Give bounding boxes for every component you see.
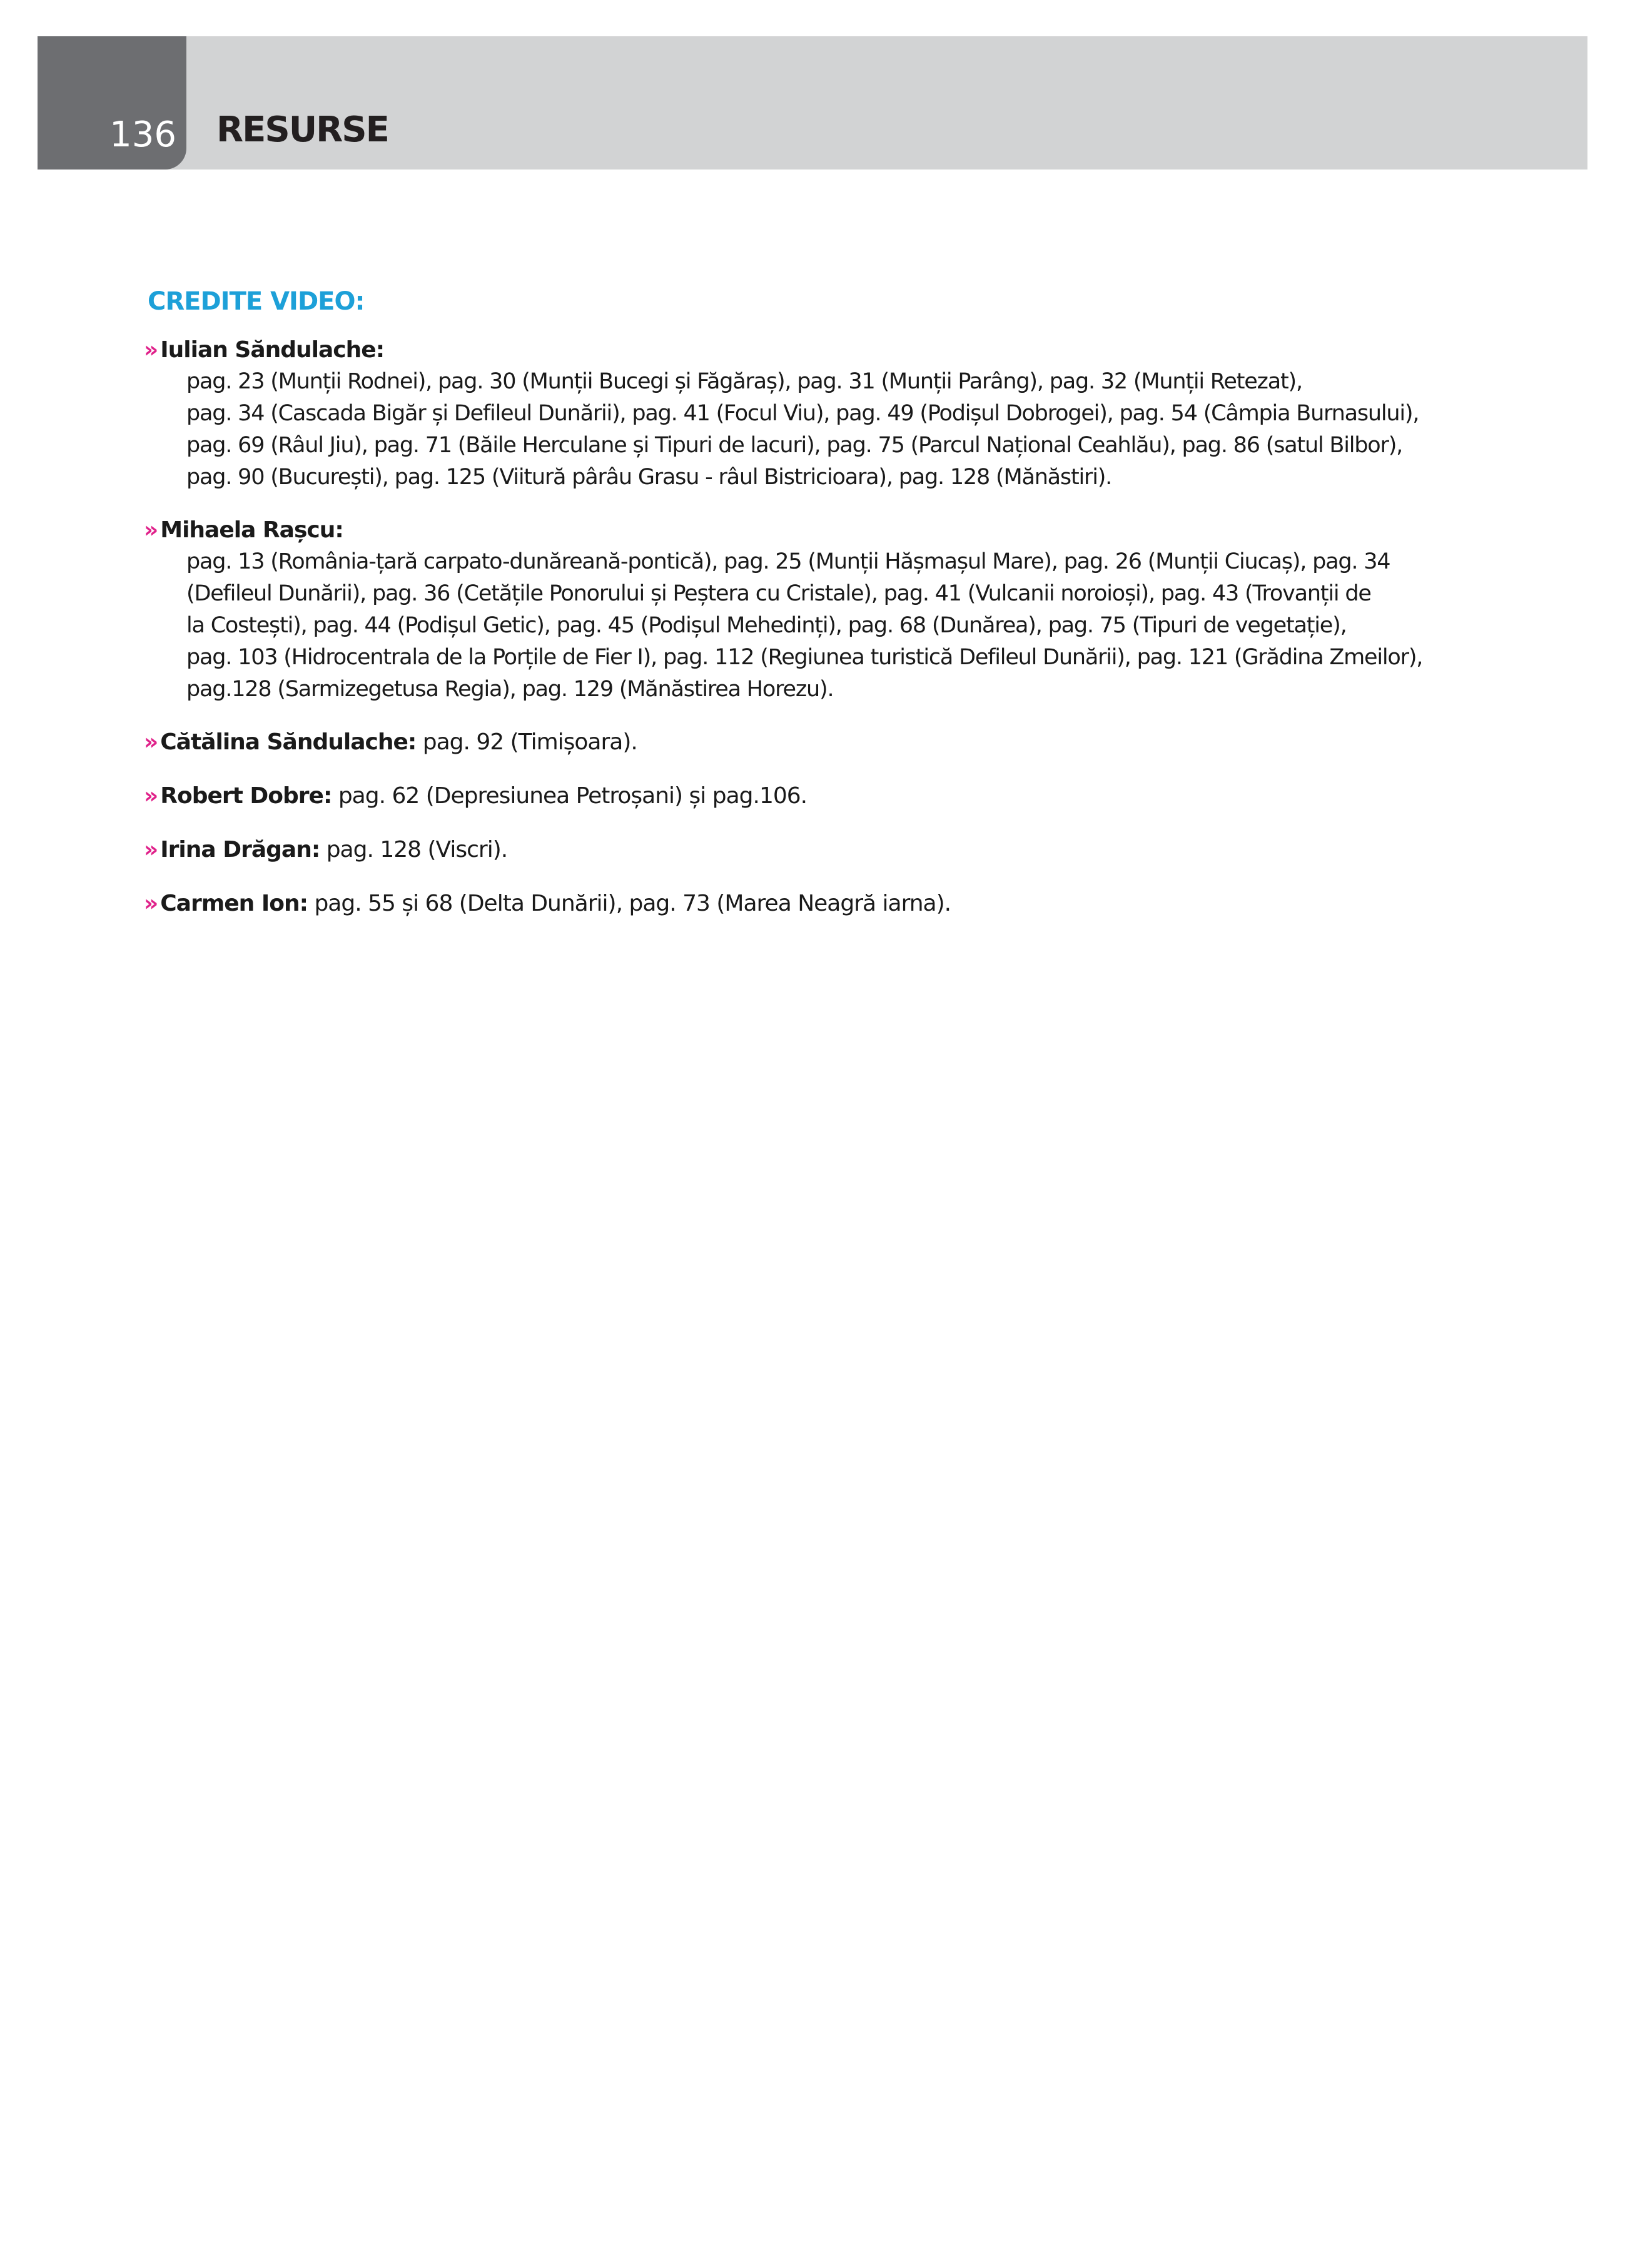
- page-title: RESURSE: [216, 109, 388, 150]
- credit-line: pag. 34 (Cascada Bigăr și Defileul Dunării), pag. 41 (Focul Viu), pag. 49 (Podișul Dobrogei), pag. 54 (Câmpia Burnasului),: [186, 401, 1419, 426]
- credit-text: pag. 128 (Viscri).: [326, 837, 508, 863]
- page-number: 136: [109, 114, 176, 155]
- bullet-icon: »: [144, 337, 158, 363]
- credit-line: pag. 13 (România-țară carpato-dunăreană-pontică), pag. 25 (Munții Hășmașul Mare), pag. 26 (Munții Ciucaș), pag. 34: [186, 549, 1390, 574]
- credit-head: [144, 781, 1476, 812]
- credit-body: [186, 366, 1476, 494]
- credit-line: pag. 90 (București), pag. 125 (Viitură pârâu Grasu - râul Bistricioara), pag. 128 (Mănăstiri).: [186, 465, 1112, 490]
- credit-text: pag. 55 și 68 (Delta Dunării), pag. 73 (Marea Neagră iarna).: [314, 891, 951, 916]
- credit-entry-carmen-ion: [144, 888, 1476, 919]
- bullet-icon: »: [144, 517, 158, 543]
- credit-name: Carmen Ion:: [160, 891, 308, 916]
- credit-name: Mihaela Rașcu:: [160, 517, 343, 543]
- bullet-icon: »: [144, 891, 158, 916]
- credit-text: pag. 92 (Timișoara).: [422, 729, 637, 755]
- credit-entry-robert-dobre: [144, 781, 1476, 812]
- credit-head: [144, 515, 1476, 546]
- credit-entry-mihaela-rascu: [144, 515, 1476, 706]
- credit-line: pag. 103 (Hidrocentrala de la Porțile de Fier I), pag. 112 (Regiunea turistică Defileul Dunării), pag. 121 (Grădina Zmeilor),: [186, 645, 1423, 670]
- credit-name: Iulian Săndulache:: [160, 337, 385, 363]
- credit-entry-irina-dragan: [144, 834, 1476, 866]
- credit-head: [144, 727, 1476, 758]
- credit-name: Cătălina Săndulache:: [160, 729, 417, 755]
- credit-head: [144, 335, 1476, 366]
- credit-line: la Costești), pag. 44 (Podișul Getic), pag. 45 (Podișul Mehedinți), pag. 68 (Dunărea), pag. 75 (Tipuri de vegetație),: [186, 613, 1347, 638]
- credit-line: pag. 69 (Râul Jiu), pag. 71 (Băile Herculane și Tipuri de lacuri), pag. 75 (Parcul Național Ceahlău), pag. 86 (satul Bilbor),: [186, 433, 1403, 458]
- bullet-icon: »: [144, 729, 158, 755]
- credit-head: [144, 834, 1476, 866]
- credit-text: pag. 62 (Depresiunea Petroșani) și pag.106.: [338, 783, 807, 809]
- bullet-icon: »: [144, 783, 158, 809]
- credit-line: pag.128 (Sarmizegetusa Regia), pag. 129 (Mănăstirea Horezu).: [186, 677, 834, 702]
- credit-entry-catalina-sandulache: [144, 727, 1476, 758]
- credit-name: Robert Dobre:: [160, 783, 332, 809]
- bullet-icon: »: [144, 837, 158, 863]
- credit-body: [186, 546, 1476, 706]
- section-heading: CREDITE VIDEO:: [148, 287, 365, 316]
- credit-name: Irina Drăgan:: [160, 837, 320, 863]
- credit-line: (Defileul Dunării), pag. 36 (Cetățile Ponorului și Peștera cu Cristale), pag. 41 (Vulcanii noroioși), pag. 43 (Trovanții de: [186, 581, 1371, 606]
- credit-head: [144, 888, 1476, 919]
- credit-entry-iulian-sandulache: [144, 335, 1476, 494]
- credit-line: pag. 23 (Munții Rodnei), pag. 30 (Munții Bucegi și Făgăraș), pag. 31 (Munții Parâng), pag. 32 (Munții Retezat),: [186, 369, 1302, 394]
